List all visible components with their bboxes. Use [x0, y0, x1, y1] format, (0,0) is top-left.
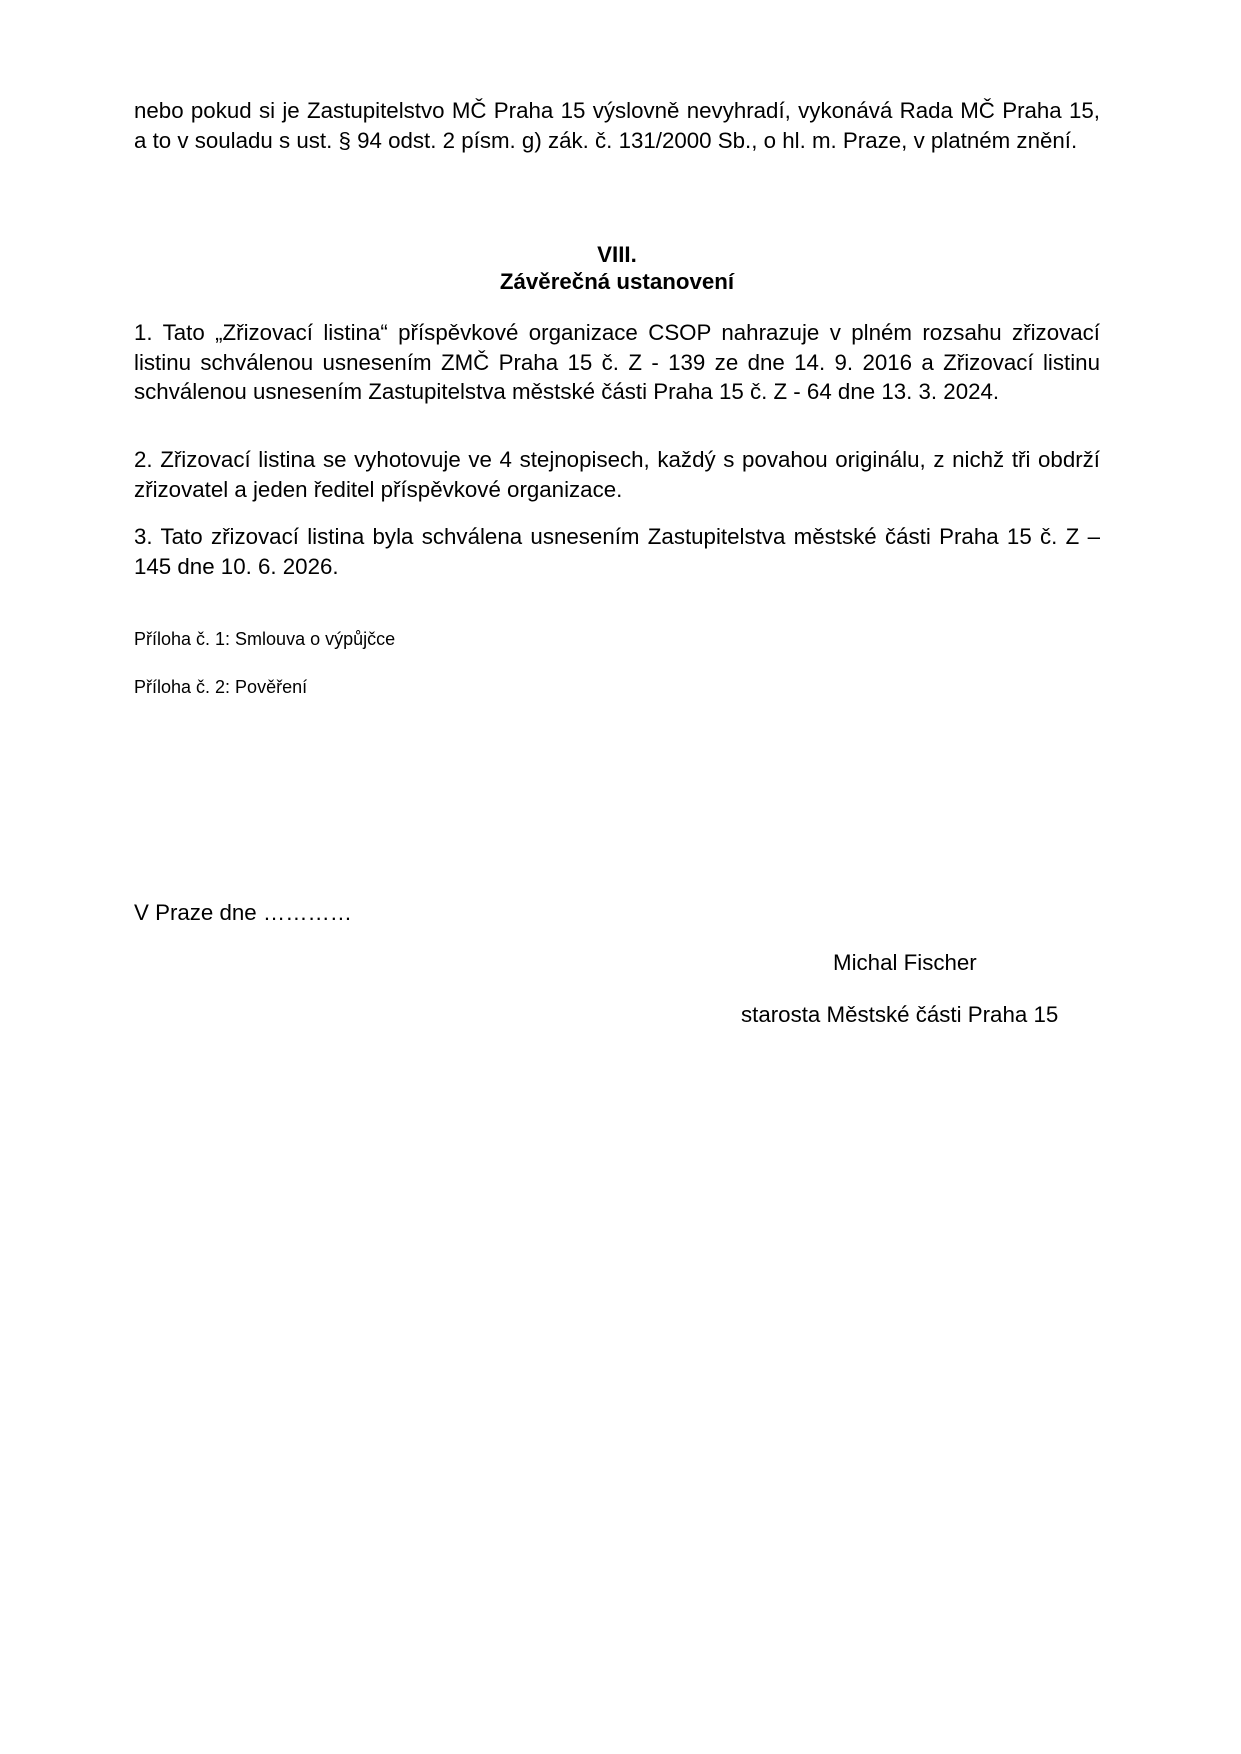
signatory-title: starosta Městské části Praha 15	[741, 1002, 1059, 1027]
section-number: VIII.	[597, 242, 637, 267]
intro-paragraph: nebo pokud si je Zastupitelstvo MČ Praha 15 výslovně nevyhradí, vykonává Rada MČ Praha 15, a to v souladu s ust. § 94 odst. 2 písm. g) zák. č. 131/2000 Sb., o hl. m. Praze, v platném znění.	[134, 98, 1100, 153]
paragraph-2: 2. Zřizovací listina se vyhotovuje ve 4 stejnopisech, každý s povahou originálu, z nichž tři obdrží zřizovatel a jeden ředitel příspěvkové organizace.	[134, 447, 1100, 502]
section-title: Závěrečná ustanovení	[499, 269, 735, 294]
paragraph-3: 3. Tato zřizovací listina byla schválena usnesením Zastupitelstva městské části Praha 15 č. Z – 145 dne 10. 6. 2026.	[134, 524, 1100, 579]
attachment-1: Příloha č. 1: Smlouva o výpůjčce	[134, 629, 396, 649]
paragraph-1: 1. Tato „Zřizovací listina“ příspěvkové organizace CSOP nahrazuje v plném rozsahu zřizovací listinu schválenou usnesením ZMČ Praha 15 č. Z - 139 ze dne 14. 9. 2016 a Zřizovací listinu schválenou usnesením Zastupitelstva městské části Praha 15 č. Z - 64 dne 13. 3. 2024.	[134, 320, 1100, 404]
signatory-name: Michal Fischer	[833, 950, 977, 975]
place-date: V Praze dne …………	[134, 900, 353, 925]
attachment-2: Příloha č. 2: Pověření	[134, 677, 308, 697]
